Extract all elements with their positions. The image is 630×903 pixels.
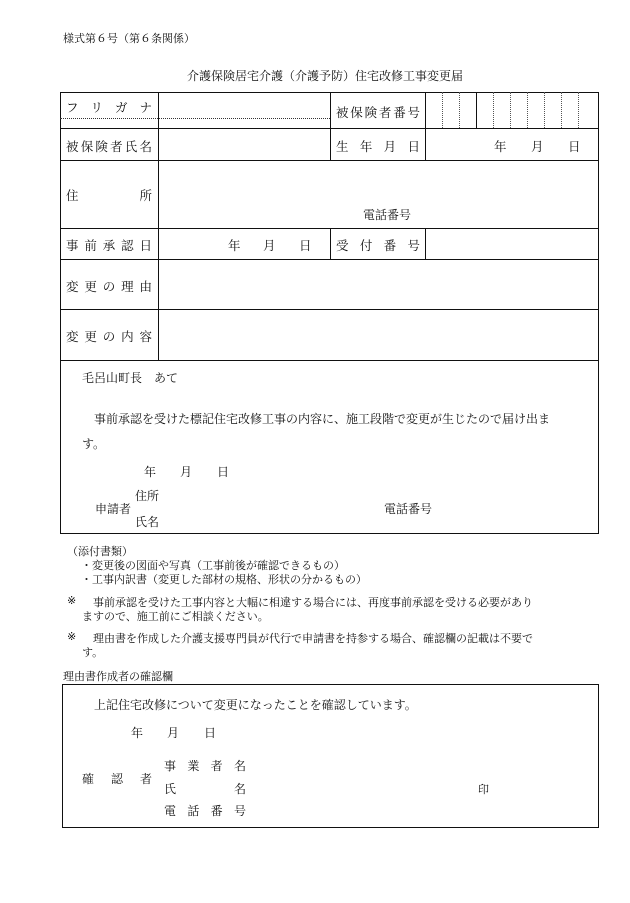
note-1-line-2: ますので、施工前にご相談ください。	[82, 610, 269, 623]
note-mark: ※	[67, 630, 77, 643]
reception-number-label: 受 付 番 号	[336, 238, 420, 253]
submit-day-label: 日	[217, 465, 230, 479]
change-reason-label: 変 更 の 理 由	[66, 279, 152, 294]
birth-day-label: 日	[568, 139, 581, 154]
insured-name-field[interactable]	[162, 130, 326, 158]
attachment-item: ・工事内訳書（変更した部材の規格、形状の分かるもの）	[81, 573, 367, 586]
birthdate-label: 生 年 月 日	[336, 139, 420, 154]
confirm-statement: 上記住宅改修について変更になったことを確認しています。	[94, 698, 417, 712]
change-contents-field[interactable]	[162, 312, 594, 357]
confirmer-label: 確 認 者	[82, 772, 152, 786]
address-field[interactable]	[162, 163, 594, 203]
applicant-label: 申請者	[95, 502, 132, 516]
address-label: 住 所	[66, 188, 152, 203]
submit-year-label: 年	[144, 465, 157, 479]
business-name-label: 事 業 者 名	[164, 759, 246, 773]
prior-approval-date-label: 事 前 承 認 日	[66, 238, 152, 253]
approval-day-label: 日	[299, 238, 312, 253]
addressee: 毛呂山町長 あて	[82, 371, 179, 385]
birth-month-label: 月	[531, 139, 544, 154]
approval-month-label: 月	[263, 238, 276, 253]
declaration-line-1: 事前承認を受けた標記住宅改修工事の内容に、施工段階で変更が生じたので届け出ま	[94, 412, 551, 426]
applicant-address-label: 住所	[135, 489, 160, 503]
furigana-field[interactable]	[162, 95, 326, 117]
attachment-item: ・変更後の図面や写真（工事前後が確認できるもの）	[81, 559, 345, 572]
change-contents-label: 変 更 の 内 容	[66, 329, 152, 344]
attachments-heading: （添付書類）	[67, 545, 133, 558]
reception-number-field[interactable]	[429, 231, 594, 257]
note-1-line-1: 事前承認を受けた工事内容と大幅に相違する場合には、再度事前承認を受ける必要があり	[93, 596, 533, 609]
submit-month-label: 月	[180, 465, 193, 479]
insured-number-label: 被 保 険 者 番 号	[336, 105, 420, 120]
note-2-line-1: 理由書を作成した介護支援専門員が代行で申請書を持参する場合、確認欄の記載は不要で	[93, 632, 533, 645]
confirm-section-heading: 理由書作成者の確認欄	[63, 670, 173, 683]
confirmer-phone-label: 電 話 番 号	[164, 804, 246, 818]
furigana-label: フ リ ガ ナ	[66, 100, 152, 115]
applicant-name-label: 氏名	[135, 515, 160, 529]
approval-year-label: 年	[228, 238, 241, 253]
seal-mark: 印	[478, 783, 489, 796]
declaration-line-2: す。	[82, 437, 106, 451]
form-number: 様式第６号（第６条関係）	[63, 32, 195, 45]
insured-name-label: 被 保 険 者 氏 名	[66, 139, 152, 154]
confirmer-name-label: 氏 名	[164, 782, 246, 796]
confirm-year-label: 年	[131, 726, 144, 740]
birth-year-label: 年	[494, 139, 507, 154]
form-title: 介護保険居宅介護（介護予防）住宅改修工事変更届	[187, 69, 464, 83]
change-reason-field[interactable]	[162, 262, 594, 306]
phone-label: 電話番号	[363, 208, 412, 222]
note-mark: ※	[67, 594, 77, 607]
note-2-line-2: す。	[82, 646, 104, 659]
confirm-day-label: 日	[204, 726, 217, 740]
applicant-phone-label: 電話番号	[384, 502, 433, 516]
confirm-month-label: 月	[167, 726, 180, 740]
